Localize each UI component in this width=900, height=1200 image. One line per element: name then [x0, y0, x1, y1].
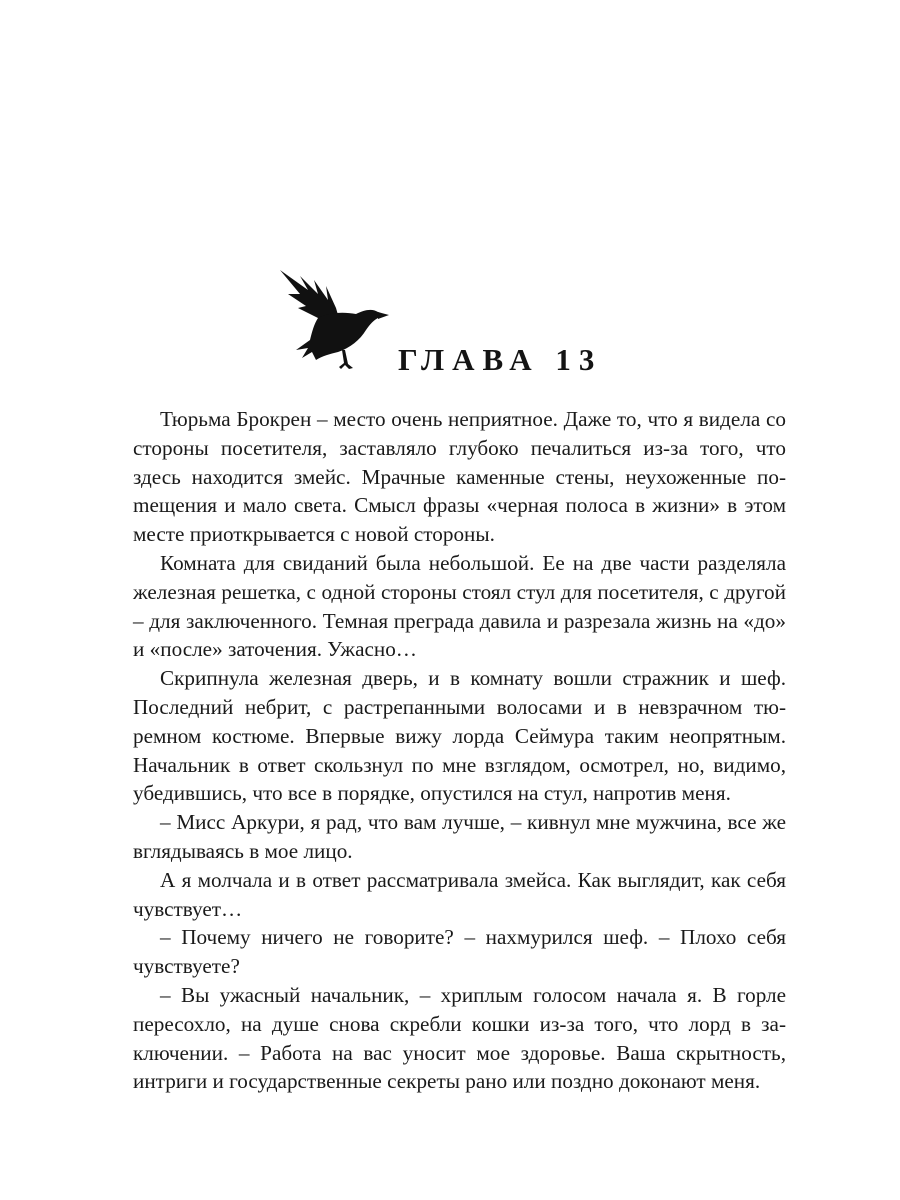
paragraph: – Почему ничего не говорите? – нахмурился шеф. – Плохо себя чувствуете? [133, 925, 786, 979]
raven-icon [278, 268, 390, 374]
paragraph: – Вы ужасный начальник, – хриплым голосом начала я. В горле пересохло, на душе снова скребли кошки из-за того, что лорд в заключении. – Работа на вас уносит мое здоровье. Ваша скрытность, интриги и государственные секреты рано или поздно доконают меня. [133, 982, 786, 1094]
body-text [133, 405, 786, 1096]
paragraph: А я молчала и в ответ рассматривала змейса. Как выглядит, как себя чувствует… [133, 867, 786, 921]
chapter-heading [278, 268, 638, 378]
paragraph: Тюрьма Брокрен – место очень неприятное. Даже то, что я видела со стороны посетителя, заставляло глубоко печалиться из-за того, что здесь находится змейс. Мрачные каменные стены, неухоженные поmещения и мало света. Смысл фразы «черная полоса в жизни» в этом месте приоткрывается с новой стороны. [133, 407, 786, 547]
paragraph: Комната для свиданий была небольшой. Ее на две части разделяла железная решетка, с одной стороны стоял стул для посетителя, с другой – для заключенного. Темная преграда давила и разрезала жизнь на «до» и «после» заточения. Ужасно… [133, 550, 786, 662]
paragraph: Скрипнула железная дверь, и в комнату вошли стражник и шеф. Последний небрит, с растрепанными волосами и в невзрачном тюремном костюме. Впервые вижу лорда Сеймура таким неопрятным. Начальник в ответ скользнул по мне взглядом, осмотрел, но, видимо, убедившись, что все в порядке, опустился на стул, напротив меня. [133, 666, 786, 806]
paragraph: – Мисс Аркури, я рад, что вам лучше, – кивнул мне мужчина, все же вглядываясь в мое лицо. [133, 810, 786, 863]
chapter-title: ГЛАВА 13 [398, 342, 603, 377]
